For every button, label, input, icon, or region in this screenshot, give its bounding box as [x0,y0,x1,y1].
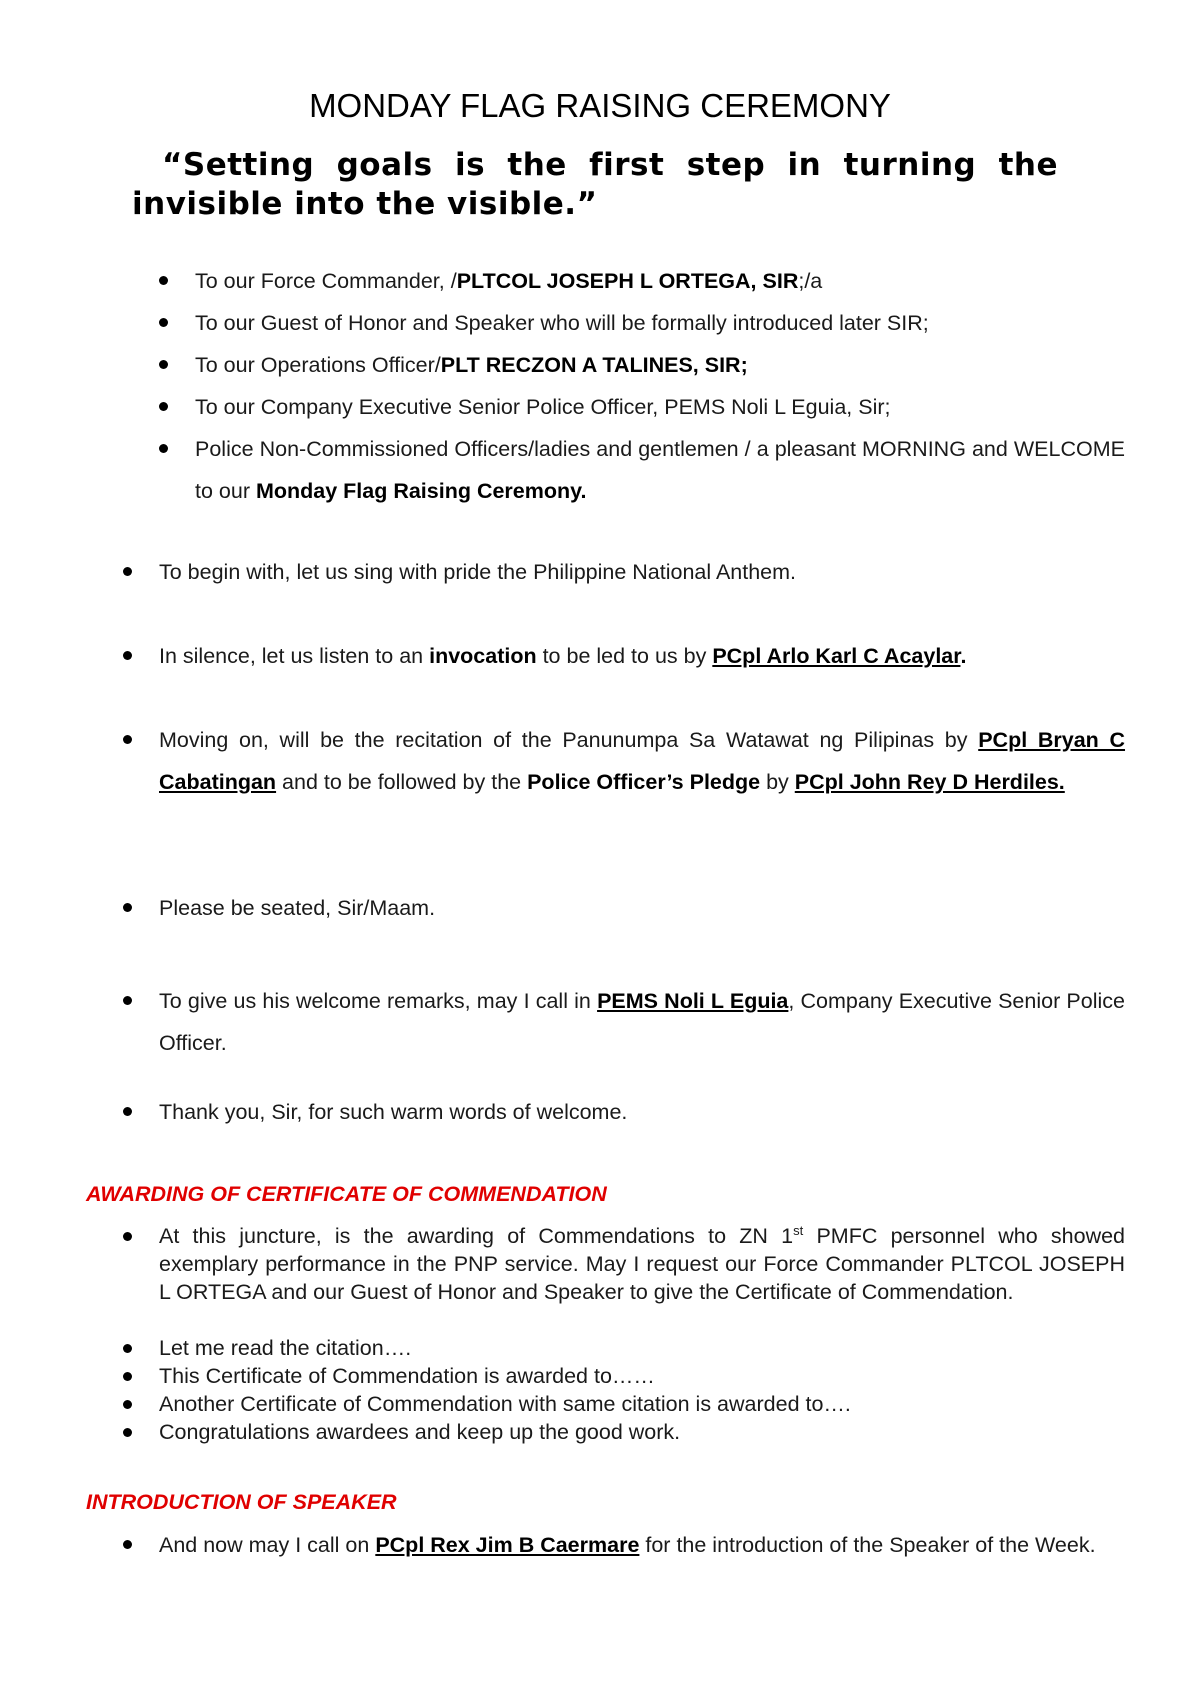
greeting-company-executive: To our Company Executive Senior Police Officer, PEMS Noli L Eguia, Sir; [195,395,891,419]
citation-line: Let me read the citation…. [159,1336,412,1360]
greeting-force-commander: To our Force Commander, /PLTCOL JOSEPH L ORTEGA, SIR;/a [195,269,823,293]
bullet-icon [159,276,168,285]
bullet-icon [123,1400,132,1409]
greeting-operations-officer: To our Operations Officer/PLT RECZON A TALINES, SIR; [195,353,748,377]
page-title: MONDAY FLAG RAISING CEREMONY [309,87,891,124]
bullet-icon [123,1344,132,1353]
awarding-intro-line: At this juncture, is the awarding of Commendations to ZN 1st PMFC personnel who showed exemplary performance in the PNP service. May I request our Force Commander PLTCOL JOSEPH L ORTEGA and our Guest of Honor and Speaker to give the Certificate of Commendation. [159,1222,1126,1304]
welcome-remarks-line: To give us his welcome remarks, may I call in PEMS Noli L Eguia, Company Executive Senior Police Officer. [159,989,1125,1055]
bullet-icon [159,444,168,453]
greeting-pncos-welcome: Police Non-Commissioned Officers/ladies and gentlemen / a pleasant MORNING and WELCOME to our Monday Flag Raising Ceremony. [195,437,1125,503]
bullet-icon [123,1428,132,1437]
introduction-heading: INTRODUCTION OF SPEAKER [86,1490,397,1514]
bullet-icon [159,318,168,327]
speaker-introduction-line: And now may I call on PCpl Rex Jim B Caermare for the introduction of the Speaker of the Week. [159,1533,1096,1557]
bullet-icon [123,1232,132,1241]
pledges-line: Moving on, will be the recitation of the Panunumpa Sa Watawat ng Pilipinas by PCpl Bryan C Cabatingan and to be followed by the Police Officer’s Pledge by PCpl John Rey D Herdiles. [159,728,1126,794]
bullet-icon [123,735,132,744]
bullet-icon [123,996,132,1005]
seated-line: Please be seated, Sir/Maam. [159,896,436,920]
motto-quote: “Setting goals is the first step in turning the invisible into the visible.” [132,147,1058,222]
greeting-guest-of-honor: To our Guest of Honor and Speaker who will be formally introduced later SIR; [195,311,929,335]
thanks-line: Thank you, Sir, for such warm words of welcome. [159,1100,628,1124]
bullet-icon [123,651,132,660]
congratulations-line: Congratulations awardees and keep up the good work. [159,1420,681,1444]
awarding-heading: AWARDING OF CERTIFICATE OF COMMENDATION [86,1182,607,1206]
bullet-icon [123,567,132,576]
bullet-icon [123,1107,132,1116]
bullet-icon [123,1372,132,1381]
bullet-icon [123,1540,132,1549]
anthem-line: To begin with, let us sing with pride the Philippine National Anthem. [159,560,797,584]
certificate-awarded-line: This Certificate of Commendation is awarded to…… [159,1364,655,1388]
bullet-icon [123,903,132,912]
another-certificate-line: Another Certificate of Commendation with same citation is awarded to…. [159,1392,851,1416]
bullet-icon [159,360,168,369]
invocation-line: In silence, let us listen to an invocation to be led to us by PCpl Arlo Karl C Acaylar. [159,644,967,668]
bullet-icon [159,402,168,411]
